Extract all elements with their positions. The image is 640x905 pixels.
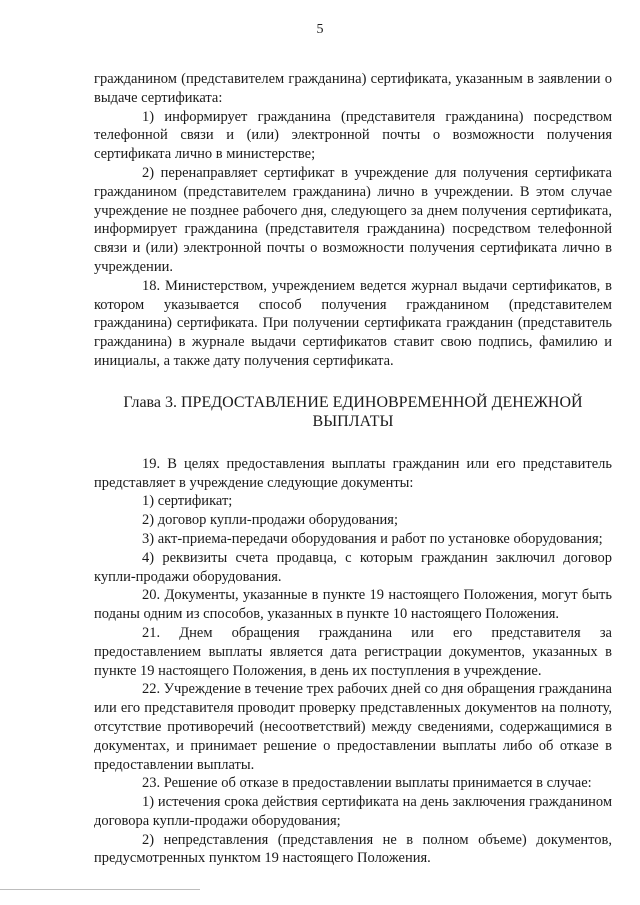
list-item-act: 3) акт-приема-передачи оборудования и работ по установке оборудования; [142, 530, 603, 547]
paragraph-19: 19. В целях предоставления выплаты гражданин или его представитель представляет в учреждение следующие документы: [94, 455, 612, 491]
page-number: 5 [316, 22, 324, 37]
paragraph-21: 21. Днем обращения гражданина или его представителя за предоставлением выплаты является дата регистрации документов, указанных в пункте 19 настоящего Положения, в день их поступления в учреждение. [94, 624, 612, 679]
paragraph-22: 22. Учреждение в течение трех рабочих дней со дня обращения гражданина или его представителя проводит проверку представленных документов на полноту, отсутствие противоречий (несоответствий) между сведениями, содержащимися в документах, и принимает решение о предоставлении выплаты либо об отказе в предоставлении выплаты. [94, 681, 612, 773]
list-item-requisites: 4) реквизиты счета продавца, с которым гражданин заключил договор купли-продажи оборудования. [94, 549, 612, 585]
list-item-missing-documents: 2) непредставления (представления не в полном объеме) документов, предусмотренных пунктом 19 настоящего Положения. [94, 831, 612, 867]
list-item-certificate: 1) сертификат; [142, 493, 233, 510]
paragraph-item-2: 2) перенаправляет сертификат в учреждение для получения сертификата гражданином (представителем гражданина) лично в учреждении. В этом случае учреждение не позднее рабочего дня, следующего за днем получения сертификата, информирует гражданина (представителя гражданина) посредством телефонной связи и (или) электронной почты о возможности получения сертификата лично в учреждении. [94, 164, 612, 275]
paragraph-item-1: 1) информирует гражданина (представителя гражданина) посредством телефонной связи и (или) электронной почты о возможности получения сертификата лично в министерстве; [94, 108, 612, 163]
paragraph-continuation: гражданином (представителем гражданина) сертификата, указанным в заявлении о выдаче сертификата: [94, 71, 612, 106]
paragraph-23: 23. Решение об отказе в предоставлении выплаты принимается в случае: [142, 775, 592, 792]
document-body [94, 70, 612, 868]
paragraph-18: 18. Министерством, учреждением ведется журнал выдачи сертификатов, в котором указывается способ получения гражданином (представителем гражданина) сертификата. При получении сертификата гражданин (представитель гражданина) в журнале выдачи сертификатов ставит свою подпись, фамилию и инициалы, а также дату получения сертификата. [94, 277, 612, 369]
list-item-expiry: 1) истечения срока действия сертификата на день заключения гражданином договора купли-продажи оборудования; [94, 794, 612, 829]
paragraph-20: 20. Документы, указанные в пункте 19 настоящего Положения, могут быть поданы одним из способов, указанных в пункте 10 настоящего Положения. [94, 587, 612, 623]
footer-rule [0, 889, 200, 890]
chapter-title: Глава 3. ПРЕДОСТАВЛЕНИЕ ЕДИНОВРЕМЕННОЙ ДЕНЕЖНОЙ ВЫПЛАТЫ [123, 393, 583, 431]
list-item-contract: 2) договор купли-продажи оборудования; [142, 512, 398, 529]
